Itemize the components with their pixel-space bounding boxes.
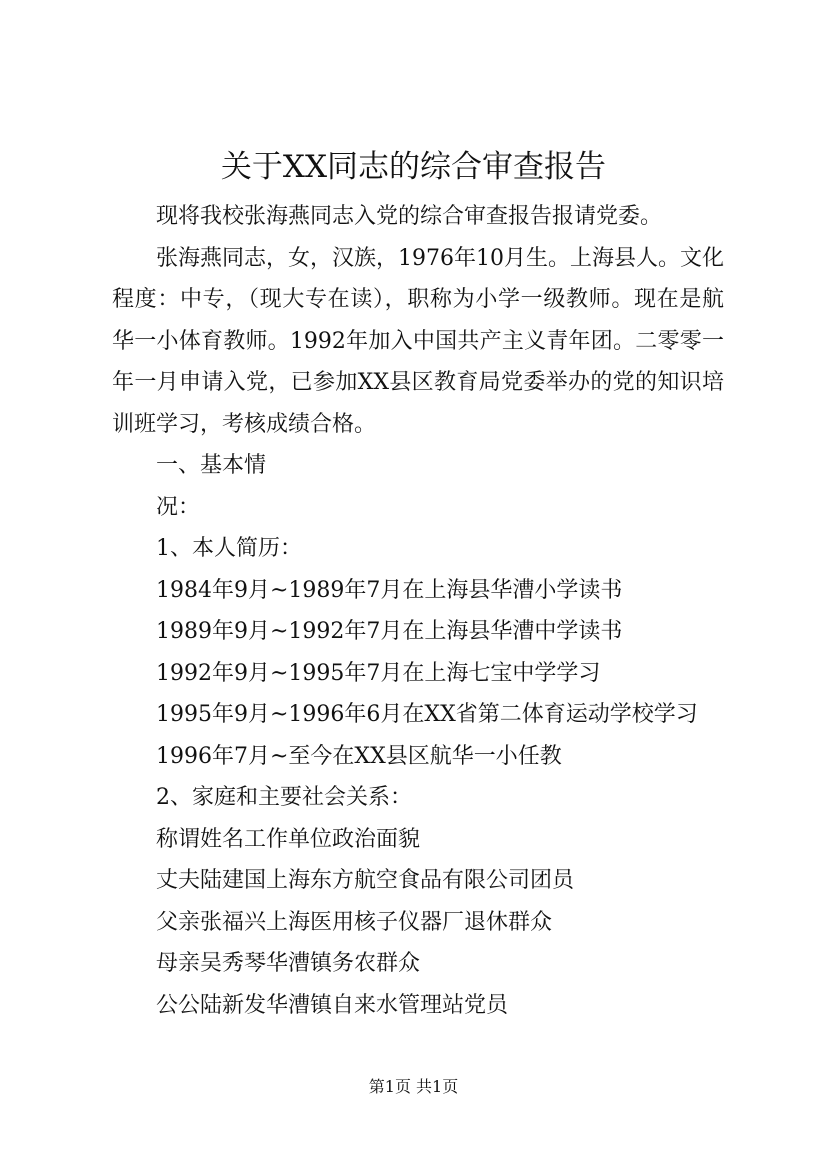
profile-paragraph: 张海燕同志，女，汉族，1976年10月生。上海县人。文化程度：中专，（现大专在读），职称为小学一级教师。现在是航华一小体育教师。1992年加入中国共产主义青年团。二零零一年一月申请入党，已参加XX县区教育局党委举办的党的知识培训班学习，考核成绩合格。	[112, 245, 724, 437]
resume-entry: 1989年9月~1992年7月在上海县华漕中学读书	[156, 619, 623, 644]
family-entry: 公公陆新发华漕镇自来水管理站党员	[156, 992, 509, 1018]
resume-entry: 1992年9月~1995年7月在上海七宝中学学习	[156, 660, 601, 686]
resume-entry: 1996年7月~至今在XX县区航华一小任教	[156, 743, 562, 769]
family-heading: 2、家庭和主要社会关系：	[156, 785, 412, 810]
resume-entry: 1995年9月~1996年6月在XX省第二体育运动学校学习	[156, 702, 698, 727]
document-title: 关于XX同志的综合审查报告	[220, 149, 607, 185]
family-table-header: 称谓姓名工作单位政治面貌	[156, 826, 421, 852]
page-number-footer: 第1页 共1页	[368, 1077, 459, 1096]
intro-paragraph: 现将我校张海燕同志入党的综合审查报告报请党委。	[156, 204, 663, 229]
family-entry: 父亲张福兴上海医用核子仪器厂退休群众	[156, 909, 553, 935]
resume-heading: 1、本人简历：	[156, 536, 302, 561]
family-entry: 丈夫陆建国上海东方航空食品有限公司团员	[156, 868, 575, 893]
section1-heading-part1: 一、基本情	[156, 453, 267, 478]
document-body	[112, 196, 724, 1026]
family-entry: 母亲吴秀琴华漕镇务农群众	[156, 951, 421, 976]
resume-entry: 1984年9月~1989年7月在上海县华漕小学读书	[156, 577, 623, 603]
section1-heading-part2: 况：	[156, 494, 201, 520]
